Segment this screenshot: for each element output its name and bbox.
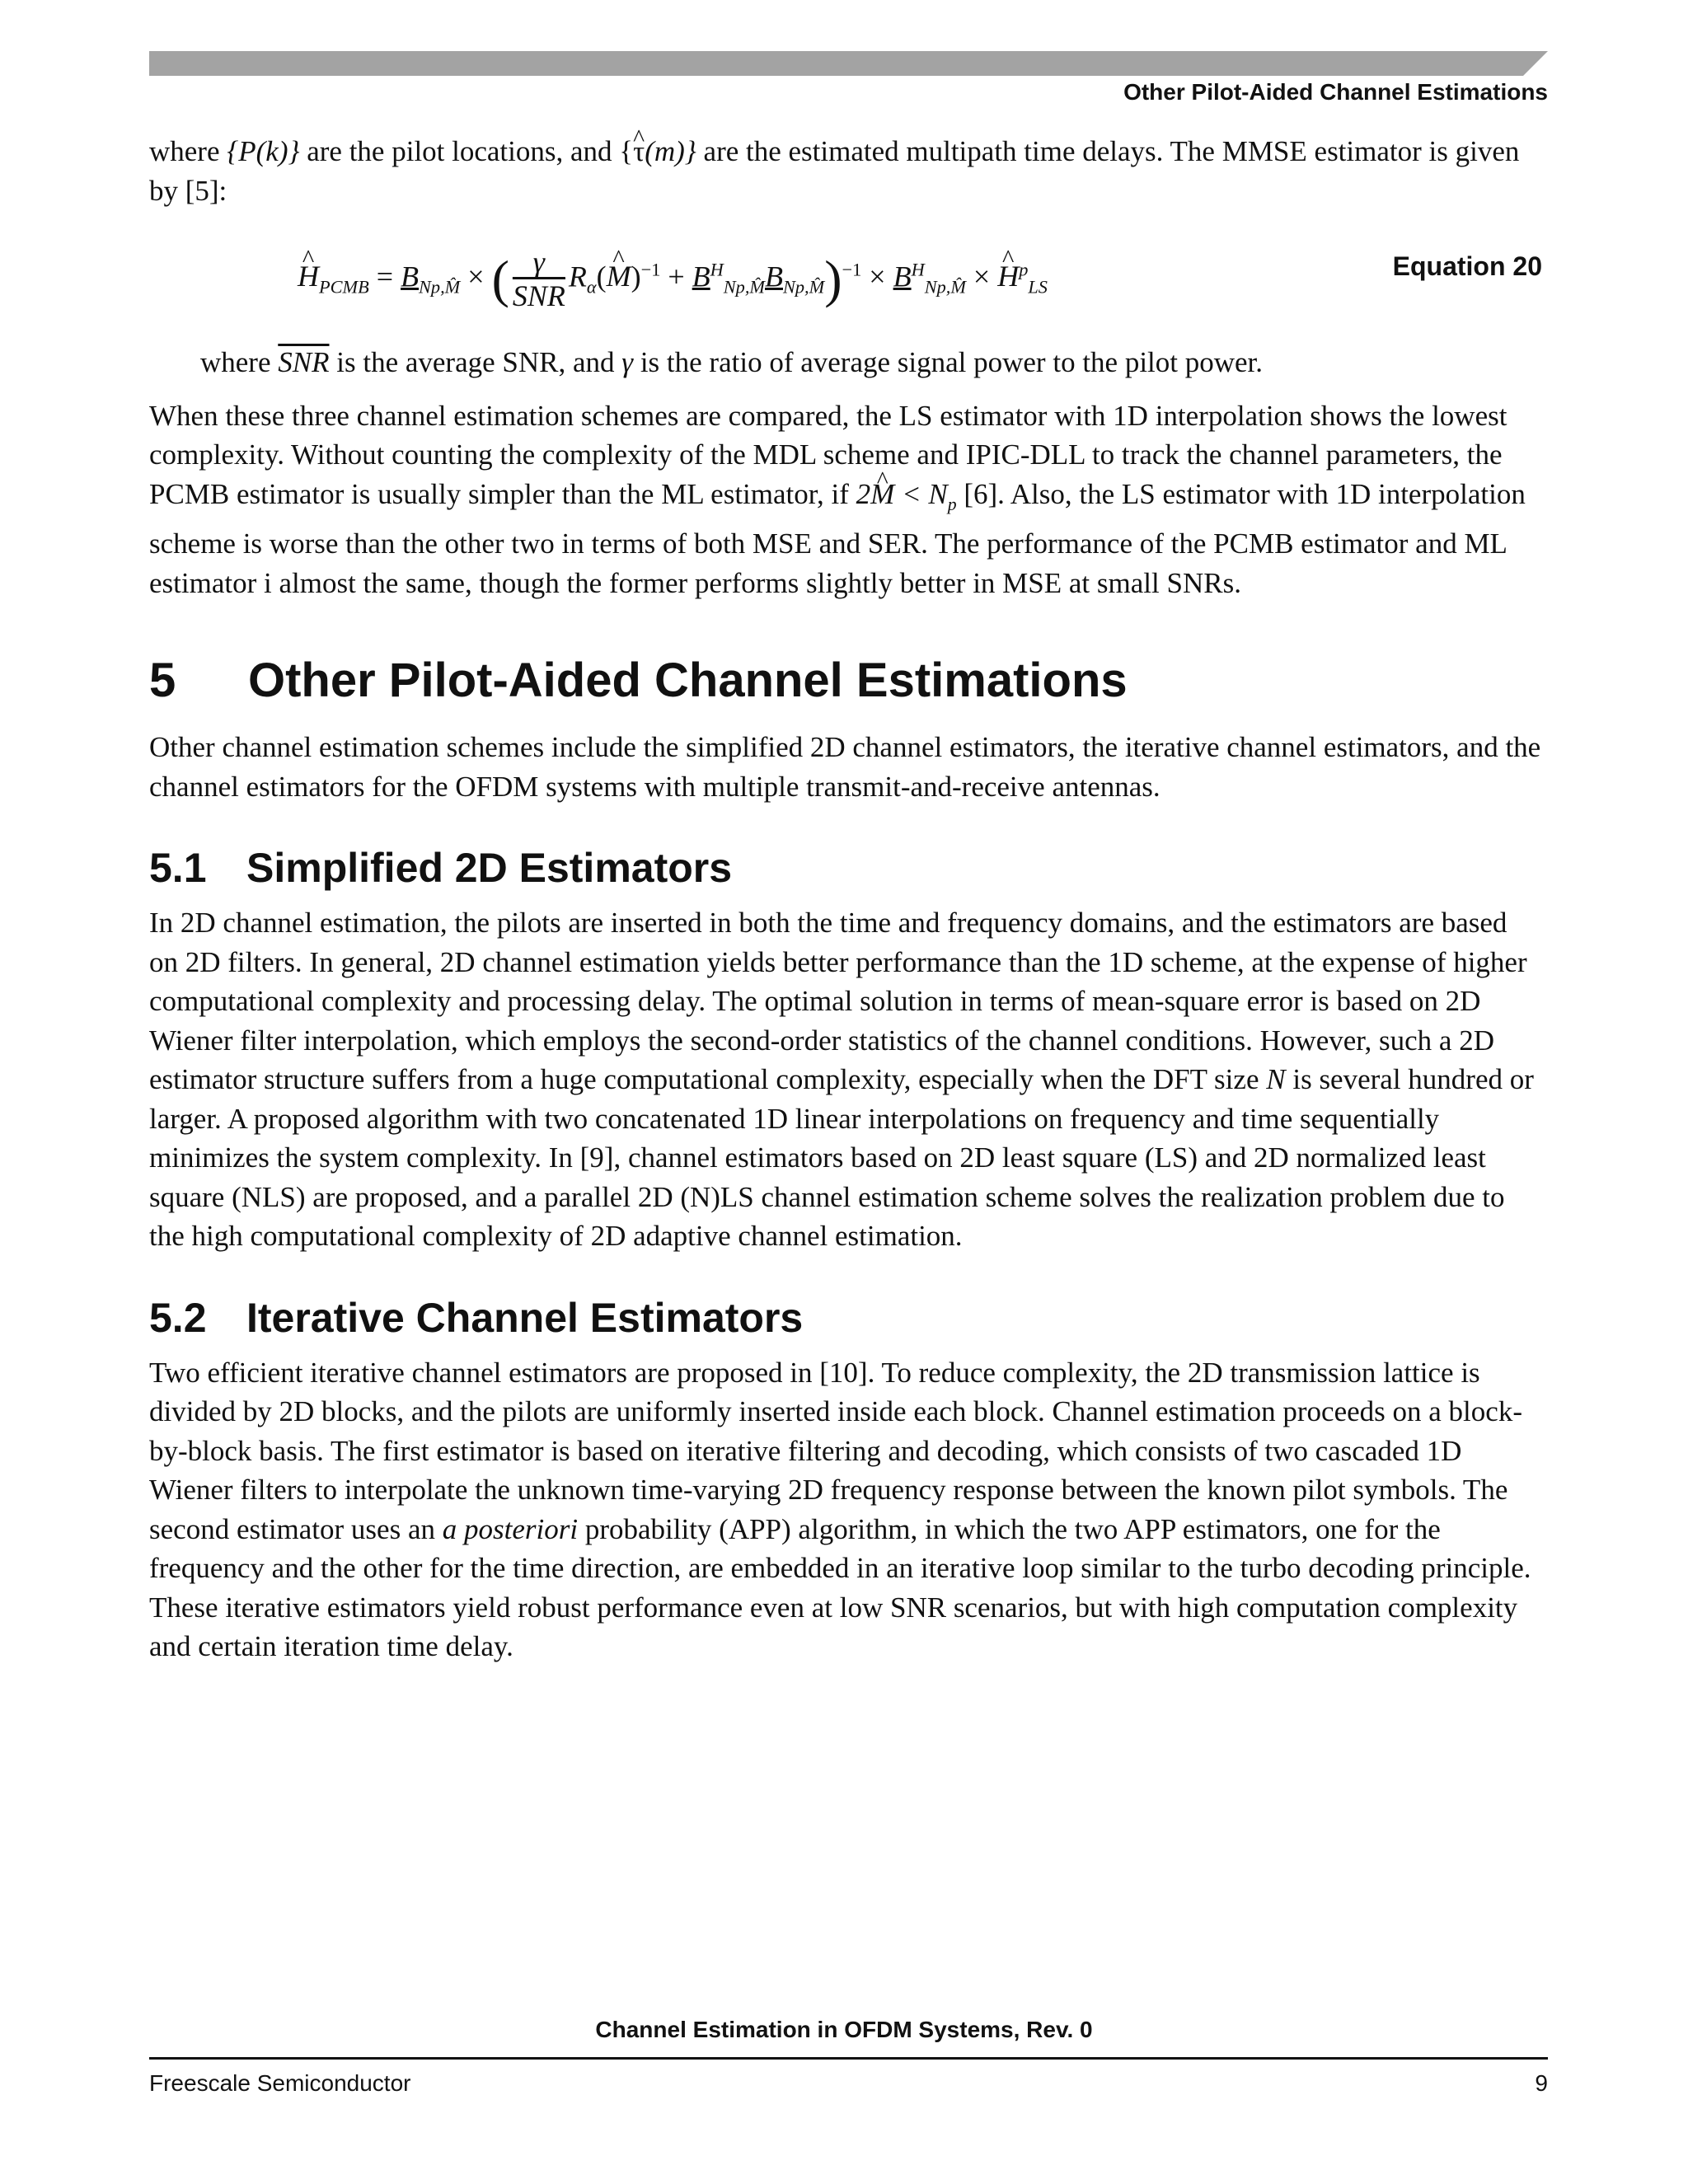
page-number: 9: [1535, 2070, 1548, 2096]
eq-lhs-sub: PCMB: [319, 276, 369, 298]
m-hat: ^ M: [870, 475, 894, 514]
footer-rule: [149, 2057, 1548, 2060]
section-5-heading: [149, 652, 1542, 710]
eq-times-1: ×: [467, 260, 492, 293]
eq-m-open: (: [596, 260, 607, 293]
gamma-symbol: γ: [621, 346, 634, 378]
eq-b3-sub: Np,M̂: [783, 276, 825, 298]
text-span: is the average SNR, and: [329, 346, 622, 378]
section-5-2-paragraph: [149, 1353, 1542, 1666]
eq-times-2: ×: [869, 260, 893, 293]
snr-definition: [200, 343, 1542, 382]
text-span: where: [149, 135, 227, 167]
eq-fraction: [513, 246, 565, 312]
header-bar: [149, 51, 1548, 76]
eq-gamma: γ: [513, 246, 565, 279]
running-header: Other Pilot-Aided Channel Estimations: [1123, 79, 1548, 105]
text-span: where: [200, 346, 279, 378]
eq-equals: =: [376, 260, 401, 293]
section-5-1-paragraph: [149, 903, 1542, 1256]
eq-b2: B: [692, 260, 710, 293]
eq-inv-1: −1: [640, 259, 661, 280]
n-symbol: N: [1266, 1063, 1286, 1095]
section-5-2-heading: [149, 1292, 1542, 1343]
eq-inv-2: −1: [842, 259, 862, 280]
section-title: Simplified 2D Estimators: [246, 845, 733, 891]
snr-symbol: $\overline{SNR}$: [278, 346, 330, 378]
equation-body: [298, 246, 1048, 312]
pilot-set: {P(k)}: [227, 135, 300, 167]
n-symbol: N: [928, 477, 948, 510]
less-than: <: [894, 477, 929, 510]
section-5-1-heading: [149, 842, 1542, 893]
eq-b1-sub: Np,M̂: [419, 276, 461, 298]
eq-b4-sub: Np,M̂: [924, 276, 966, 298]
eq-b3: B: [765, 260, 783, 293]
comparison-paragraph: [149, 396, 1542, 603]
math-two: 2: [856, 477, 871, 510]
section-title: Iterative Channel Estimators: [246, 1294, 804, 1341]
eq-h-ls-sup: p: [1019, 259, 1029, 280]
eq-h-ls-sub: LS: [1028, 276, 1048, 298]
section-number: 5.2: [149, 1294, 207, 1341]
eq-m-close: ): [631, 260, 641, 293]
tau-arg: (m)}: [645, 135, 696, 167]
text-span: are the estimated multipath time delays. The MMSE estimator is given by [5]:: [149, 135, 1520, 207]
text-span: probability (APP) algorithm, in which the two APP estimators, one for the frequency and the other for the time direction, are embedded in an iterative loop similar to the turbo decoding principle. These iterative estimators yield robust performance even at low SNR scenarios, but with high computation complexity and certain iteration time delay.: [149, 1512, 1531, 1662]
eq-b2-sub: Np,M̂: [723, 276, 765, 298]
section-title: Other Pilot-Aided Channel Estimations: [248, 654, 1128, 707]
tau-hat: ^ τ: [633, 132, 645, 171]
text-span: In 2D channel estimation, the pilots are inserted in both the time and frequency domains, and the estimators are based on 2D filters. In general, 2D channel estimation yields better performance than the 1D scheme, at the expense of higher computational complexity and processing delay. The optimal solution in terms of mean-square error is based on 2D Wiener filter interpolation, which employs the second-order statistics of the channel conditions. However, such a 2D estimator structure suffers from a huge computational complexity, especially when the DFT size: [149, 907, 1527, 1095]
eq-b4-herm: H: [911, 259, 925, 280]
intro-paragraph: [149, 132, 1542, 210]
section-number: 5.1: [149, 845, 207, 891]
equation-20: [149, 222, 1542, 333]
italic-term: a posteriori: [442, 1512, 579, 1545]
eq-r: R: [568, 260, 587, 293]
text-span: Two efficient iterative channel estimators are proposed in [10]. To reduce complexity, the 2D transmission lattice is divided by 2D blocks, and the pilots are uniformly inserted inside each block. Channel estimation proceeds on a block-by-block basis. The first estimator is based on iterative filtering and decoding, which consists of two cascaded 1D Wiener filters to interpolate the unknown time-varying 2D frequency response between the known pilot symbols. The second estimator uses an: [149, 1356, 1522, 1545]
footer-title: Channel Estimation in OFDM Systems, Rev. 0: [595, 2017, 1093, 2042]
eq-plus: +: [668, 260, 692, 293]
text-span: is several hundred or larger. A proposed algorithm with two concatenated 1D linear interpolations on frequency and time sequentially minimizes the system complexity. In [9], channel estimators based on 2D least square (LS) and 2D normalized least square (NLS) are proposed, and a parallel 2D (N)LS channel estimation scheme solves the realization problem due to the high computational complexity of 2D adaptive channel estimation.: [149, 1063, 1534, 1252]
eq-m-hat: ^ M: [607, 259, 631, 293]
eq-lhs-h: ^ H: [298, 259, 319, 293]
section-number: 5: [149, 654, 176, 707]
text-span: [6]. Also, the LS estimator with 1D interpolation scheme is worse than the other two in terms of both MSE and SER. The performance of the PCMB estimator and ML estimator i almost the same, though the former performs slightly better in MSE at small SNRs.: [149, 477, 1526, 599]
eq-r-sub: α: [586, 276, 597, 298]
n-sub: p: [947, 494, 957, 514]
eq-paren-open: (: [491, 250, 509, 308]
eq-times-3: ×: [973, 260, 998, 293]
footer-company: Freescale Semiconductor: [149, 2070, 411, 2096]
eq-snr: SNR: [512, 279, 565, 312]
section-5-paragraph: Other channel estimation schemes include the simplified 2D channel estimators, the iterative channel estimators, and the channel estimators for the OFDM systems with multiple transmit-and-receive antennas.: [149, 731, 1541, 803]
eq-b4: B: [893, 260, 912, 293]
eq-b2-herm: H: [710, 259, 724, 280]
eq-h-ls: ^ H: [997, 259, 1019, 293]
page-content: [149, 132, 1542, 1666]
eq-paren-close: ): [824, 250, 842, 308]
text-span: are the pilot locations, and: [299, 135, 620, 167]
eq-b1: B: [401, 260, 420, 293]
text-span: is the ratio of average signal power to the pilot power.: [633, 346, 1264, 378]
brace-open: {: [619, 135, 634, 167]
text-span: When these three channel estimation schemes are compared, the LS estimator with 1D interpolation shows the lowest complexity. Without counting the complexity of the MDL scheme and IPIC-DLL to track the channel parameters, the PCMB estimator is usually simpler than the ML estimator, if: [149, 399, 1507, 510]
equation-label: Equation 20: [1392, 251, 1542, 281]
